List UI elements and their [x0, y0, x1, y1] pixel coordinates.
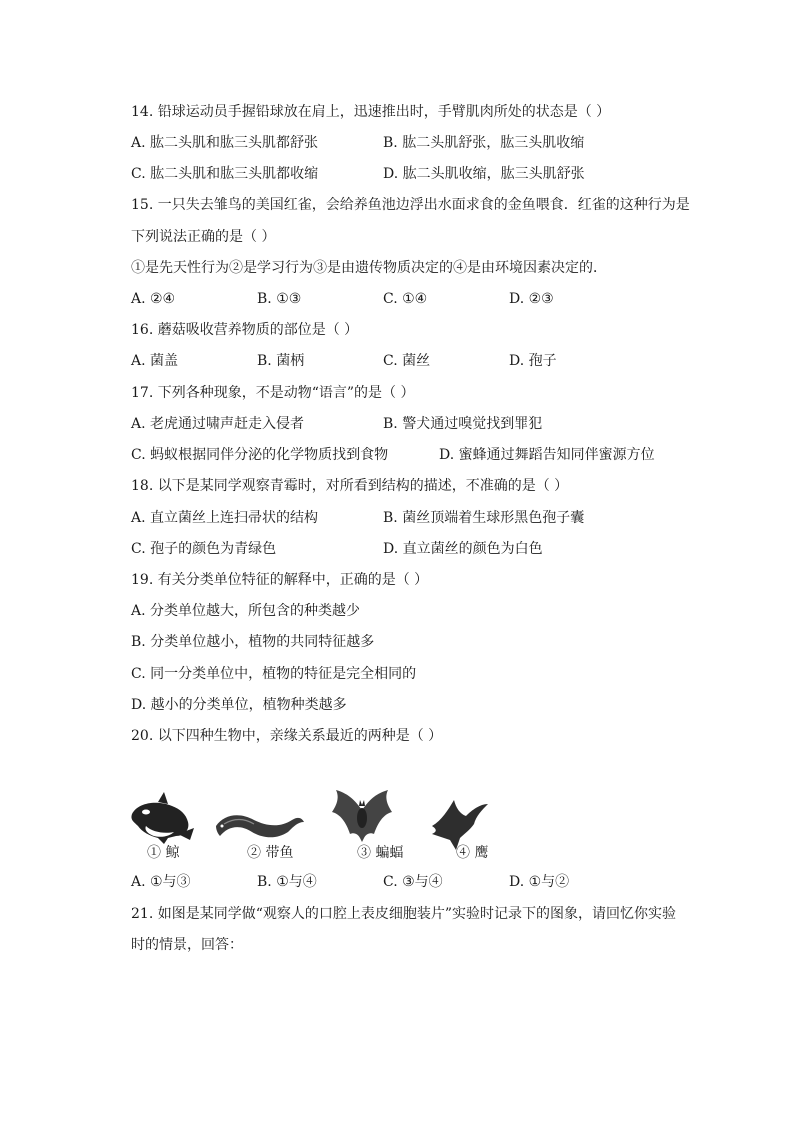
- question-18-option-c: C. 孢子的颜色为青绿色: [131, 541, 277, 557]
- question-15-option-d: D. ②③: [509, 291, 554, 307]
- question-21-stem-cont: 时的情景，回答：: [131, 937, 243, 953]
- figure-caption-whale: ① 鲸: [147, 845, 180, 861]
- question-16-option-c: C. 菌丝: [383, 353, 431, 369]
- question-16-stem: 16. 蘑菇吸收营养物质的部位是（ ）: [131, 322, 359, 338]
- question-14-stem: 14. 铅球运动员手握铅球放在肩上，迅速推出时，手臂肌肉所处的状态是（ ）: [131, 104, 611, 120]
- question-18-stem: 18. 以下是某同学观察青霉时，对所看到结构的描述，不准确的是（ ）: [131, 478, 569, 494]
- question-20-option-c: C. ③与④: [383, 874, 443, 890]
- question-20-option-d: D. ①与②: [509, 874, 570, 890]
- question-18-option-b: B. 菌丝顶端着生球形黑色孢子囊: [383, 510, 585, 526]
- question-15-stem-cont: 下列说法正确的是（ ）: [131, 229, 276, 245]
- question-14-option-d: D. 肱二头肌收缩，肱三头肌舒张: [383, 166, 585, 182]
- question-17-option-d: D. 蜜蜂通过舞蹈告知同伴蜜源方位: [439, 447, 655, 463]
- question-20-stem: 20. 以下四种生物中，亲缘关系最近的两种是（ ）: [131, 728, 443, 744]
- question-14-option-c: C. 肱二头肌和肱三头肌都收缩: [131, 166, 319, 182]
- figure-caption-hairtail: ② 带鱼: [247, 845, 294, 861]
- figure-caption-bat: ③ 蝙蝠: [357, 845, 404, 861]
- whale-icon: [128, 792, 198, 846]
- question-20-option-b: B. ①与④: [257, 874, 317, 890]
- question-17-stem: 17. 下列各种现象，不是动物“语言”的是（ ）: [131, 385, 415, 401]
- question-15-option-a: A. ②④: [131, 291, 176, 307]
- question-15-option-b: B. ①③: [257, 291, 302, 307]
- question-20-option-a: A. ①与③: [131, 874, 191, 890]
- question-15-stem: 15. 一只失去雏鸟的美国红雀，会给养鱼池边浮出水面求食的金鱼喂食．红雀的这种行为是: [131, 197, 690, 213]
- question-15-option-c: C. ①④: [383, 291, 428, 307]
- bat-icon: [330, 788, 394, 846]
- question-18-option-d: D. 直立菌丝的颜色为白色: [383, 541, 543, 557]
- question-19-option-b: B. 分类单位越小，植物的共同特征越多: [131, 634, 375, 650]
- question-19-option-c: C. 同一分类单位中，植物的特征是完全相同的: [131, 666, 417, 682]
- question-16-option-d: D. 孢子: [509, 353, 557, 369]
- question-19-option-a: A. 分类单位越大，所包含的种类越少: [131, 603, 361, 619]
- figure-caption-eagle: ④ 鹰: [456, 845, 489, 861]
- question-16-option-a: A. 菌盖: [131, 353, 179, 369]
- question-17-option-b: B. 警犬通过嗅觉找到罪犯: [383, 416, 543, 432]
- question-17-option-c: C. 蚂蚁根据同伴分泌的化学物质找到食物: [131, 447, 389, 463]
- question-21-stem: 21. 如图是某同学做“观察人的口腔上表皮细胞装片”实验时记录下的图象，请回忆你实验: [131, 906, 677, 922]
- question-17-option-a: A. 老虎通过啸声赶走入侵者: [131, 416, 305, 432]
- question-16-option-b: B. 菌柄: [257, 353, 305, 369]
- question-19-option-d: D. 越小的分类单位，植物种类越多: [131, 697, 347, 713]
- question-18-option-a: A. 直立菌丝上连扫帚状的结构: [131, 510, 319, 526]
- question-19-stem: 19. 有关分类单位特征的解释中，正确的是（ ）: [131, 572, 429, 588]
- question-15-statements: ①是先天性行为②是学习行为③是由遗传物质决定的④是由环境因素决定的．: [131, 260, 607, 276]
- question-14-option-a: A. 肱二头肌和肱三头肌都舒张: [131, 135, 319, 151]
- question-14-option-b: B. 肱二头肌舒张，肱三头肌收缩: [383, 135, 585, 151]
- hairtail-fish-icon: [214, 806, 306, 846]
